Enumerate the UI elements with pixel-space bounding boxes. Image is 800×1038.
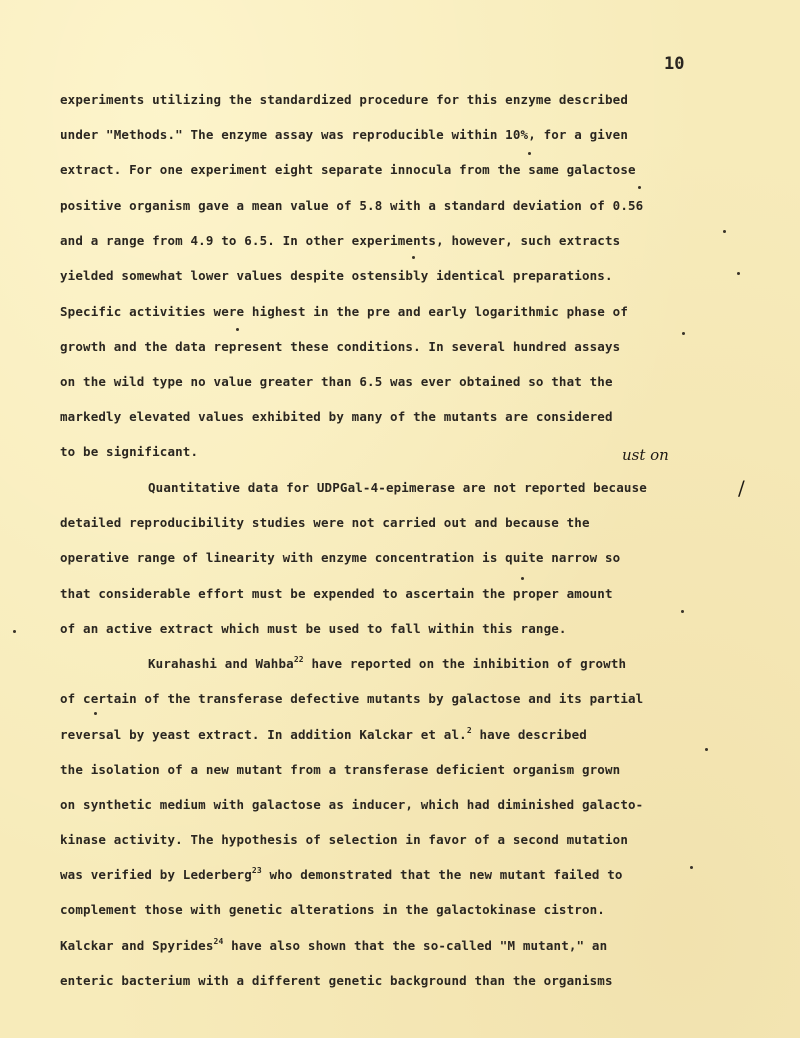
text-fragment: have reported on the inhibition of growth [311,656,627,671]
text-line: Specific activities were highest in the pre and early logarithmic phase of [60,304,628,319]
ink-speck [681,610,684,613]
text-fragment: have described [479,727,587,742]
text-line: to be significant. [60,444,199,459]
text-line: Quantitative data for UDPGal-4-epimerase are not reported because [148,480,647,495]
citation-ref: 23 [251,866,262,875]
ink-speck [528,152,531,155]
text-fragment: reversal by yeast extract. In addition Kalckar et al. [60,727,467,742]
ink-speck [690,866,693,869]
ink-speck [737,272,740,275]
text-fragment: was verified by Lederberg [60,867,252,882]
citation-ref: 24 [213,937,224,946]
text-line: on the wild type no value greater than 6.5 was ever obtained so that the [60,374,613,389]
text-line [60,727,587,743]
text-line: and a range from 4.9 to 6.5. In other experiments, however, such extracts [60,233,621,248]
text-line: experiments utilizing the standardized procedure for this enzyme described [60,92,628,107]
text-line: on synthetic medium with galactose as inducer, which had diminished galacto- [60,797,644,812]
author-ref: Kurahashi and Wahba [148,656,294,671]
check-mark-annotation: / [738,476,745,500]
ink-speck [705,748,708,751]
text-line: detailed reproducibility studies were not carried out and because the [60,515,590,530]
citation-ref: 22 [293,655,304,664]
text-line: enteric bacterium with a different genetic background than the organisms [60,973,613,988]
ink-speck [723,230,726,233]
text-line: extract. For one experiment eight separate innocula from the same galactose [60,162,636,177]
text-fragment: have also shown that the so-called "M mutant," an [231,938,608,953]
ink-speck [412,256,415,259]
text-line: positive organism gave a mean value of 5.8 with a standard deviation of 0.56 [60,198,644,213]
text-fragment: who demonstrated that the new mutant failed to [269,867,623,882]
text-line: operative range of linearity with enzyme concentration is quite narrow so [60,550,621,565]
citation-ref: 2 [466,726,472,735]
text-line [60,867,623,883]
page-number: 10 [664,54,685,74]
author-ref: Kalckar and Spyrides [60,938,214,953]
ink-speck [682,332,685,335]
text-line: growth and the data represent these conditions. In several hundred assays [60,339,621,354]
text-line: of certain of the transferase defective mutants by galactose and its partial [60,691,644,706]
text-line [60,938,607,954]
text-line: under "Methods." The enzyme assay was reproducible within 10%, for a given [60,127,628,142]
ink-speck [638,186,641,189]
ink-speck [521,577,524,580]
text-line [148,656,626,672]
text-line: complement those with genetic alterations in the galactokinase cistron. [60,902,605,917]
ink-speck [236,328,239,331]
ink-speck [13,630,16,633]
text-line: kinase activity. The hypothesis of selection in favor of a second mutation [60,832,628,847]
text-line: yielded somewhat lower values despite ostensibly identical preparations. [60,268,613,283]
handwritten-annotation: ust on [622,446,669,464]
text-line: the isolation of a new mutant from a transferase deficient organism grown [60,762,621,777]
text-line: markedly elevated values exhibited by many of the mutants are considered [60,409,613,424]
text-line: that considerable effort must be expended to ascertain the proper amount [60,586,613,601]
text-line: of an active extract which must be used to fall within this range. [60,621,567,636]
ink-speck [94,712,97,715]
